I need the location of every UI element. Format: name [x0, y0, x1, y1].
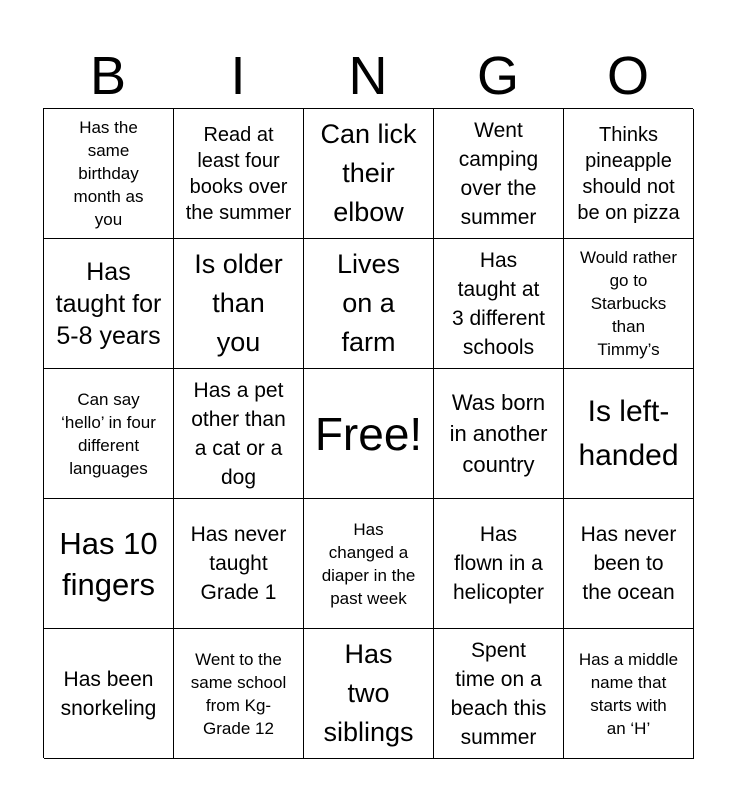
bingo-header [43, 40, 693, 108]
cell-text: Has never taught Grade 1 [190, 523, 287, 604]
bingo-cell-r1-c1[interactable] [44, 109, 174, 239]
free-space-text: Free! [314, 407, 423, 460]
cell-text: Has been snorkeling [60, 667, 157, 720]
cell-text: Has the same birthday month as you [73, 118, 144, 229]
header-letter-n: N [348, 46, 388, 106]
bingo-cell-r5-c3[interactable] [304, 629, 434, 759]
cell-text: Went camping over the summer [458, 118, 539, 229]
cell-text: Read at least four books over the summer [185, 123, 292, 224]
bingo-cell-r3-c1[interactable] [44, 369, 174, 499]
cell-text: Is older than you [194, 249, 283, 357]
bingo-cell-r1-c5[interactable] [564, 109, 694, 239]
cell-text: Went to the same school from Kg- Grade 12 [190, 649, 287, 738]
bingo-cell-r1-c2[interactable] [174, 109, 304, 239]
bingo-cell-r4-c1[interactable] [44, 499, 174, 629]
bingo-cell-r3-c2[interactable] [174, 369, 304, 499]
cell-text: Is left- handed [578, 394, 679, 472]
cell-text: Has never been to the ocean [580, 523, 677, 604]
bingo-cell-r4-c4[interactable] [434, 499, 564, 629]
bingo-cell-r4-c3[interactable] [304, 499, 434, 629]
bingo-cell-r1-c3[interactable] [304, 109, 434, 239]
cell-text: Would rather go to Starbucks than Timmy’s [579, 248, 677, 359]
bingo-cell-r5-c2[interactable] [174, 629, 304, 759]
bingo-cell-r4-c2[interactable] [174, 499, 304, 629]
bingo-cell-r3-c5[interactable] [564, 369, 694, 499]
cell-text: Has taught at 3 different schools [451, 248, 545, 359]
header-letter-b: B [89, 46, 127, 106]
bingo-board [43, 108, 693, 758]
bingo-cell-r2-c5[interactable] [564, 239, 694, 369]
header-letter-g: G [476, 46, 519, 106]
bingo-cell-r3-c3 free-space[interactable] [304, 369, 434, 499]
bingo-cell-r4-c5[interactable] [564, 499, 694, 629]
cell-text: Has flown in a helicopter [452, 523, 545, 604]
cell-text: Thinks pineapple should not be on pizza [577, 123, 680, 224]
cell-text: Has 10 fingers [59, 525, 158, 602]
header-letter-i: I [230, 46, 246, 106]
bingo-cell-r2-c3[interactable] [304, 239, 434, 369]
bingo-cell-r2-c4[interactable] [434, 239, 564, 369]
cell-text: Spent time on a beach this summer [450, 638, 547, 749]
bingo-cell-r3-c4[interactable] [434, 369, 564, 499]
cell-text: Lives on a farm [336, 249, 401, 357]
cell-text: Has taught for 5-8 years [55, 257, 162, 350]
bingo-cell-r2-c2[interactable] [174, 239, 304, 369]
cell-text: Was born in another country [449, 390, 548, 477]
cell-text: Can say ‘hello’ in four different languages [61, 389, 156, 478]
bingo-cell-r5-c4[interactable] [434, 629, 564, 759]
bingo-cell-r5-c1[interactable] [44, 629, 174, 759]
bingo-cell-r2-c1[interactable] [44, 239, 174, 369]
cell-text: Has a pet other than a cat or a dog [191, 378, 286, 489]
bingo-cell-r5-c5[interactable] [564, 629, 694, 759]
cell-text: Has two siblings [323, 639, 414, 747]
bingo-cell-r1-c4[interactable] [434, 109, 564, 239]
cell-text: Can lick their elbow [320, 119, 417, 227]
header-letter-o: O [606, 46, 649, 106]
cell-text: Has changed a diaper in the past week [321, 519, 416, 608]
cell-text: Has a middle name that starts with an ‘H’ [578, 649, 679, 738]
